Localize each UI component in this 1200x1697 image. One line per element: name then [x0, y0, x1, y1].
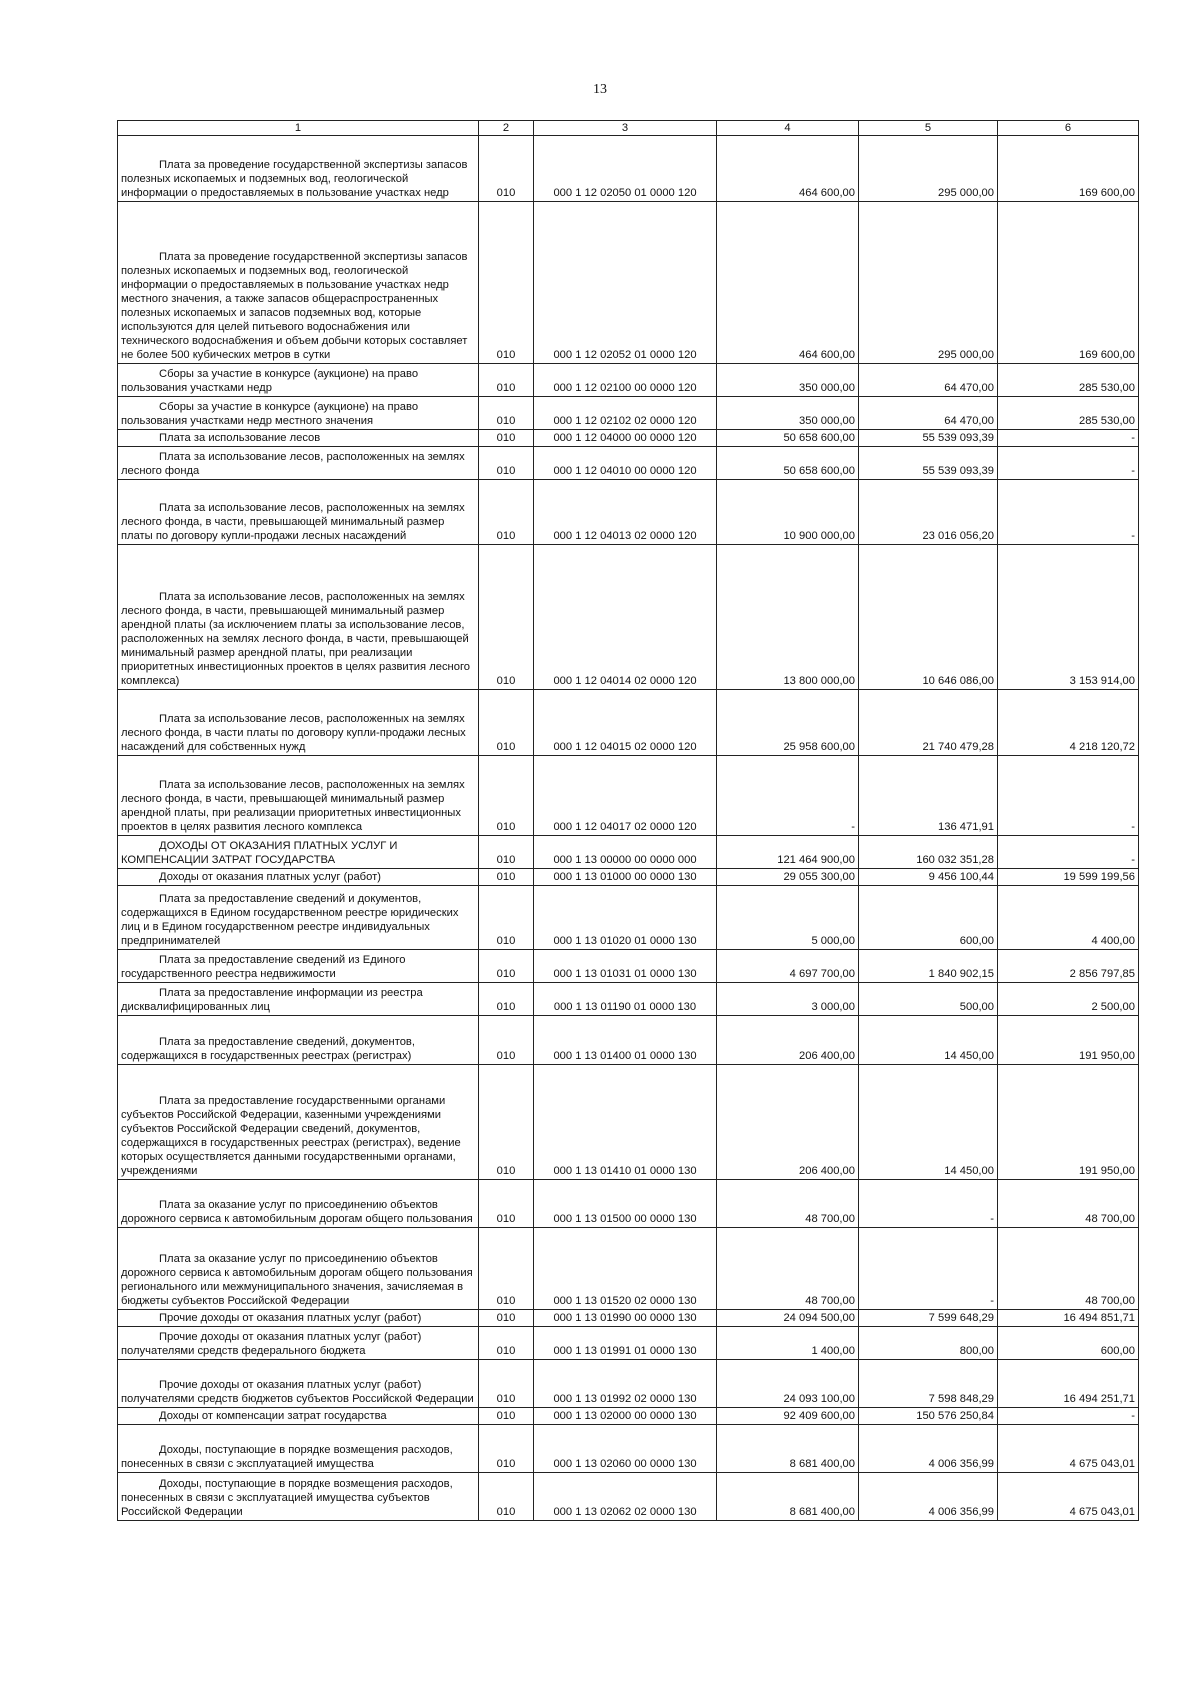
row-executed-amount-cell: -	[859, 1180, 998, 1228]
row-name-text: Сборы за участие в конкурсе (аукционе) на право пользования участками недр	[121, 368, 419, 394]
row-name-text: Доходы, поступающие в порядке возмещения расходов, понесенных в связи с эксплуатацией имущества	[121, 1444, 453, 1470]
row-name-cell	[118, 1016, 479, 1065]
row-unexecuted-amount-cell: -	[998, 1408, 1139, 1425]
row-name-text: Доходы, поступающие в порядке возмещения расходов, понесенных в связи с эксплуатацией имущества субъектов Российской Федерации	[121, 1478, 453, 1518]
row-name-cell	[118, 1327, 479, 1360]
row-code-cell: 010	[479, 136, 534, 202]
row-kbk-cell: 000 1 12 02102 02 0000 120	[534, 397, 717, 430]
row-kbk-cell: 000 1 13 01990 00 0000 130	[534, 1310, 717, 1327]
row-kbk-cell: 000 1 13 01000 00 0000 130	[534, 869, 717, 886]
table-row	[118, 869, 1139, 886]
row-unexecuted-amount-cell: 48 700,00	[998, 1180, 1139, 1228]
row-code-cell: 010	[479, 1360, 534, 1408]
row-code-cell: 010	[479, 756, 534, 836]
row-kbk-cell: 000 1 12 02052 01 0000 120	[534, 202, 717, 364]
row-plan-amount-cell: 25 958 600,00	[717, 690, 859, 756]
row-kbk-cell: 000 1 13 02062 02 0000 130	[534, 1473, 717, 1521]
row-executed-amount-cell: 295 000,00	[859, 202, 998, 364]
table-row	[118, 545, 1139, 690]
row-name-cell	[118, 886, 479, 950]
row-name-text: Плата за использование лесов, расположенных на землях лесного фонда	[121, 451, 465, 477]
row-plan-amount-cell: 24 093 100,00	[717, 1360, 859, 1408]
row-code-cell: 010	[479, 1425, 534, 1473]
row-code-cell: 010	[479, 1310, 534, 1327]
table-row	[118, 690, 1139, 756]
row-name-cell	[118, 869, 479, 886]
row-unexecuted-amount-cell: -	[998, 836, 1139, 869]
row-executed-amount-cell: 55 539 093,39	[859, 447, 998, 480]
row-unexecuted-amount-cell: 19 599 199,56	[998, 869, 1139, 886]
row-name-text: Плата за предоставление сведений, документов, содержащихся в государственных реестрах (регистрах)	[121, 1036, 415, 1062]
row-plan-amount-cell: -	[717, 756, 859, 836]
row-name-text: Плата за проведение государственной экспертизы запасов полезных ископаемых и подземных вод, геологической информации о предоставляемых в пользование участках недр местного значения, а также запасов общераспространенных полезных ископаемых и запасов подземных вод, которые используются для целей питьевого водоснабжения или технического водоснабжения и объем добычи которых составляет не более 500 кубических метров в сутки	[121, 251, 468, 361]
row-unexecuted-amount-cell: 3 153 914,00	[998, 545, 1139, 690]
table-row	[118, 480, 1139, 545]
row-name-cell	[118, 1408, 479, 1425]
row-kbk-cell: 000 1 13 01520 02 0000 130	[534, 1228, 717, 1310]
row-name-cell	[118, 447, 479, 480]
row-plan-amount-cell: 3 000,00	[717, 983, 859, 1016]
row-code-cell: 010	[479, 430, 534, 447]
row-code-cell: 010	[479, 950, 534, 983]
row-name-text: ДОХОДЫ ОТ ОКАЗАНИЯ ПЛАТНЫХ УСЛУГ И КОМПЕНСАЦИИ ЗАТРАТ ГОСУДАРСТВА	[121, 840, 398, 866]
row-code-cell: 010	[479, 869, 534, 886]
row-kbk-cell: 000 1 13 01020 01 0000 130	[534, 886, 717, 950]
row-name-text: Плата за предоставление информации из реестра дисквалифицированных лиц	[121, 987, 423, 1013]
column-header-6: 6	[998, 121, 1139, 136]
row-name-cell	[118, 983, 479, 1016]
row-name-text: Доходы от компенсации затрат государства	[159, 1410, 387, 1422]
row-kbk-cell: 000 1 13 01500 00 0000 130	[534, 1180, 717, 1228]
row-unexecuted-amount-cell: -	[998, 447, 1139, 480]
row-plan-amount-cell: 1 400,00	[717, 1327, 859, 1360]
page-number: 13	[593, 82, 607, 97]
row-name-cell	[118, 1360, 479, 1408]
row-kbk-cell: 000 1 13 01410 01 0000 130	[534, 1065, 717, 1180]
row-code-cell: 010	[479, 690, 534, 756]
table-row	[118, 1473, 1139, 1521]
table-row	[118, 397, 1139, 430]
row-plan-amount-cell: 48 700,00	[717, 1228, 859, 1310]
row-kbk-cell: 000 1 12 02050 01 0000 120	[534, 136, 717, 202]
row-unexecuted-amount-cell: 169 600,00	[998, 202, 1139, 364]
row-executed-amount-cell: 23 016 056,20	[859, 480, 998, 545]
row-name-text: Прочие доходы от оказания платных услуг (работ) получателями средств федерального бюджета	[121, 1331, 422, 1357]
table-row	[118, 983, 1139, 1016]
row-name-cell	[118, 690, 479, 756]
row-executed-amount-cell: 14 450,00	[859, 1065, 998, 1180]
row-kbk-cell: 000 1 12 04013 02 0000 120	[534, 480, 717, 545]
row-plan-amount-cell: 48 700,00	[717, 1180, 859, 1228]
row-name-text: Плата за использование лесов, расположенных на землях лесного фонда, в части, превышающей минимальный размер арендной платы, при реализации приоритетных инвестиционных проектов в целях развития лесного комплекса	[121, 779, 465, 833]
row-kbk-cell: 000 1 13 01031 01 0000 130	[534, 950, 717, 983]
row-name-cell	[118, 202, 479, 364]
column-header-4: 4	[717, 121, 859, 136]
row-kbk-cell: 000 1 12 04000 00 0000 120	[534, 430, 717, 447]
row-plan-amount-cell: 50 658 600,00	[717, 447, 859, 480]
column-header-3: 3	[534, 121, 717, 136]
row-name-text: Плата за предоставление государственными органами субъектов Российской Федерации, казенными учреждениями субъектов Российской Федерации сведений, документов, содержащихся в государственных реестрах (регистрах), ведение которых осуществляется данными государственными органами, учреждениями	[121, 1095, 461, 1177]
row-plan-amount-cell: 13 800 000,00	[717, 545, 859, 690]
row-plan-amount-cell: 29 055 300,00	[717, 869, 859, 886]
row-code-cell: 010	[479, 364, 534, 397]
row-unexecuted-amount-cell: 191 950,00	[998, 1065, 1139, 1180]
row-executed-amount-cell: 14 450,00	[859, 1016, 998, 1065]
table-row	[118, 1228, 1139, 1310]
row-kbk-cell: 000 1 12 04017 02 0000 120	[534, 756, 717, 836]
table-row	[118, 136, 1139, 202]
row-code-cell: 010	[479, 1408, 534, 1425]
row-executed-amount-cell: 4 006 356,99	[859, 1425, 998, 1473]
row-code-cell: 010	[479, 983, 534, 1016]
row-unexecuted-amount-cell: 4 675 043,01	[998, 1425, 1139, 1473]
row-plan-amount-cell: 206 400,00	[717, 1016, 859, 1065]
row-name-text: Плата за предоставление сведений из Единого государственного реестра недвижимости	[121, 954, 406, 980]
table-row	[118, 1180, 1139, 1228]
row-kbk-cell: 000 1 13 02000 00 0000 130	[534, 1408, 717, 1425]
row-code-cell: 010	[479, 1327, 534, 1360]
row-code-cell: 010	[479, 545, 534, 690]
table-row	[118, 1016, 1139, 1065]
row-unexecuted-amount-cell: 2 856 797,85	[998, 950, 1139, 983]
row-executed-amount-cell: 9 456 100,44	[859, 869, 998, 886]
row-code-cell: 010	[479, 1016, 534, 1065]
column-header-5: 5	[859, 121, 998, 136]
row-unexecuted-amount-cell: 2 500,00	[998, 983, 1139, 1016]
row-executed-amount-cell: 55 539 093,39	[859, 430, 998, 447]
row-name-text: Плата за использование лесов	[159, 432, 321, 444]
row-plan-amount-cell: 350 000,00	[717, 397, 859, 430]
row-name-text: Плата за использование лесов, расположенных на землях лесного фонда, в части платы по договору купли-продажи лесных насаждений для собственных нужд	[121, 713, 466, 753]
table-row	[118, 364, 1139, 397]
row-name-cell	[118, 1310, 479, 1327]
table-row	[118, 1065, 1139, 1180]
row-name-cell	[118, 836, 479, 869]
row-name-text: Прочие доходы от оказания платных услуг (работ)	[159, 1312, 422, 1324]
row-plan-amount-cell: 5 000,00	[717, 886, 859, 950]
row-executed-amount-cell: 7 598 848,29	[859, 1360, 998, 1408]
row-executed-amount-cell: 4 006 356,99	[859, 1473, 998, 1521]
report-body	[118, 136, 1139, 1521]
row-kbk-cell: 000 1 13 01992 02 0000 130	[534, 1360, 717, 1408]
row-name-cell	[118, 950, 479, 983]
row-unexecuted-amount-cell: -	[998, 756, 1139, 836]
revenue-report-table	[117, 120, 1139, 1521]
row-kbk-cell: 000 1 13 02060 00 0000 130	[534, 1425, 717, 1473]
row-name-text: Доходы от оказания платных услуг (работ)	[159, 871, 381, 883]
table-row	[118, 202, 1139, 364]
column-header-2: 2	[479, 121, 534, 136]
row-kbk-cell: 000 1 13 00000 00 0000 000	[534, 836, 717, 869]
row-name-text: Плата за оказание услуг по присоединению объектов дорожного сервиса к автомобильным дорогам общего пользования регионального или межмуниципального значения, зачисляемая в бюджеты субъектов Российской Федерации	[121, 1253, 473, 1307]
row-name-text: Прочие доходы от оказания платных услуг (работ) получателями средств бюджетов субъектов Российской Федерации	[121, 1379, 474, 1405]
table-row	[118, 836, 1139, 869]
table-row	[118, 447, 1139, 480]
row-executed-amount-cell: 800,00	[859, 1327, 998, 1360]
column-number-row	[118, 121, 1139, 136]
row-unexecuted-amount-cell: 169 600,00	[998, 136, 1139, 202]
row-executed-amount-cell: 160 032 351,28	[859, 836, 998, 869]
row-name-cell	[118, 364, 479, 397]
row-unexecuted-amount-cell: 191 950,00	[998, 1016, 1139, 1065]
row-kbk-cell: 000 1 13 01190 01 0000 130	[534, 983, 717, 1016]
row-name-cell	[118, 1228, 479, 1310]
row-name-text: Плата за предоставление сведений и документов, содержащихся в Едином государственном реестре юридических лиц и в Едином государственном реестре индивидуальных предпринимателей	[121, 893, 459, 947]
row-plan-amount-cell: 206 400,00	[717, 1065, 859, 1180]
row-unexecuted-amount-cell: 48 700,00	[998, 1228, 1139, 1310]
row-code-cell: 010	[479, 397, 534, 430]
row-executed-amount-cell: 1 840 902,15	[859, 950, 998, 983]
row-executed-amount-cell: 21 740 479,28	[859, 690, 998, 756]
row-name-text: Плата за проведение государственной экспертизы запасов полезных ископаемых и подземных вод, геологической информации о предоставляемых в пользование участках недр	[121, 159, 468, 199]
row-name-cell	[118, 136, 479, 202]
row-plan-amount-cell: 92 409 600,00	[717, 1408, 859, 1425]
row-unexecuted-amount-cell: 4 675 043,01	[998, 1473, 1139, 1521]
row-executed-amount-cell: 295 000,00	[859, 136, 998, 202]
table-row	[118, 430, 1139, 447]
table-row	[118, 756, 1139, 836]
row-executed-amount-cell: 64 470,00	[859, 364, 998, 397]
row-name-cell	[118, 1473, 479, 1521]
table-row	[118, 1310, 1139, 1327]
row-unexecuted-amount-cell: 16 494 851,71	[998, 1310, 1139, 1327]
row-code-cell: 010	[479, 1228, 534, 1310]
row-kbk-cell: 000 1 13 01991 01 0000 130	[534, 1327, 717, 1360]
row-executed-amount-cell: 600,00	[859, 886, 998, 950]
table-row	[118, 1425, 1139, 1473]
row-name-cell	[118, 397, 479, 430]
row-unexecuted-amount-cell: 600,00	[998, 1327, 1139, 1360]
row-name-text: Плата за использование лесов, расположенных на землях лесного фонда, в части, превышающей минимальный размер платы по договору купли-продажи лесных насаждений	[121, 502, 465, 542]
row-name-text: Плата за оказание услуг по присоединению объектов дорожного сервиса к автомобильным дорогам общего пользования	[121, 1199, 473, 1225]
row-unexecuted-amount-cell: 16 494 251,71	[998, 1360, 1139, 1408]
row-executed-amount-cell: 10 646 086,00	[859, 545, 998, 690]
row-plan-amount-cell: 24 094 500,00	[717, 1310, 859, 1327]
row-code-cell: 010	[479, 1180, 534, 1228]
row-name-text: Сборы за участие в конкурсе (аукционе) на право пользования участками недр местного значения	[121, 401, 419, 427]
row-kbk-cell: 000 1 12 04015 02 0000 120	[534, 690, 717, 756]
row-kbk-cell: 000 1 12 04014 02 0000 120	[534, 545, 717, 690]
row-kbk-cell: 000 1 12 04010 00 0000 120	[534, 447, 717, 480]
row-plan-amount-cell: 50 658 600,00	[717, 430, 859, 447]
row-unexecuted-amount-cell: -	[998, 430, 1139, 447]
row-code-cell: 010	[479, 447, 534, 480]
row-code-cell: 010	[479, 1065, 534, 1180]
row-name-cell	[118, 1065, 479, 1180]
column-header-1: 1	[118, 121, 479, 136]
row-kbk-cell: 000 1 13 01400 01 0000 130	[534, 1016, 717, 1065]
row-executed-amount-cell: 7 599 648,29	[859, 1310, 998, 1327]
row-name-cell	[118, 480, 479, 545]
row-name-cell	[118, 430, 479, 447]
row-plan-amount-cell: 121 464 900,00	[717, 836, 859, 869]
row-kbk-cell: 000 1 12 02100 00 0000 120	[534, 364, 717, 397]
row-plan-amount-cell: 8 681 400,00	[717, 1425, 859, 1473]
row-unexecuted-amount-cell: 4 400,00	[998, 886, 1139, 950]
table-row	[118, 1408, 1139, 1425]
row-code-cell: 010	[479, 202, 534, 364]
row-executed-amount-cell: 500,00	[859, 983, 998, 1016]
row-unexecuted-amount-cell: -	[998, 480, 1139, 545]
row-code-cell: 010	[479, 886, 534, 950]
row-plan-amount-cell: 464 600,00	[717, 202, 859, 364]
row-executed-amount-cell: 150 576 250,84	[859, 1408, 998, 1425]
row-name-text: Плата за использование лесов, расположенных на землях лесного фонда, в части, превышающей минимальный размер арендной платы (за исключением платы за использование лесов, расположенных на землях лесного фонда, в части, превышающей минимальный размер арендной платы, при реализации приоритетных инвестиционных проектов в целях развития лесного комплекса)	[121, 591, 470, 687]
row-code-cell: 010	[479, 1473, 534, 1521]
row-code-cell: 010	[479, 836, 534, 869]
row-code-cell: 010	[479, 480, 534, 545]
table-row	[118, 886, 1139, 950]
row-unexecuted-amount-cell: 4 218 120,72	[998, 690, 1139, 756]
row-unexecuted-amount-cell: 285 530,00	[998, 397, 1139, 430]
row-executed-amount-cell: -	[859, 1228, 998, 1310]
row-plan-amount-cell: 8 681 400,00	[717, 1473, 859, 1521]
table-row	[118, 1327, 1139, 1360]
table-row	[118, 1360, 1139, 1408]
row-plan-amount-cell: 464 600,00	[717, 136, 859, 202]
row-name-cell	[118, 1425, 479, 1473]
row-name-cell	[118, 1180, 479, 1228]
row-plan-amount-cell: 4 697 700,00	[717, 950, 859, 983]
table-row	[118, 950, 1139, 983]
row-unexecuted-amount-cell: 285 530,00	[998, 364, 1139, 397]
row-executed-amount-cell: 136 471,91	[859, 756, 998, 836]
row-executed-amount-cell: 64 470,00	[859, 397, 998, 430]
row-name-cell	[118, 545, 479, 690]
row-plan-amount-cell: 350 000,00	[717, 364, 859, 397]
row-name-cell	[118, 756, 479, 836]
row-plan-amount-cell: 10 900 000,00	[717, 480, 859, 545]
